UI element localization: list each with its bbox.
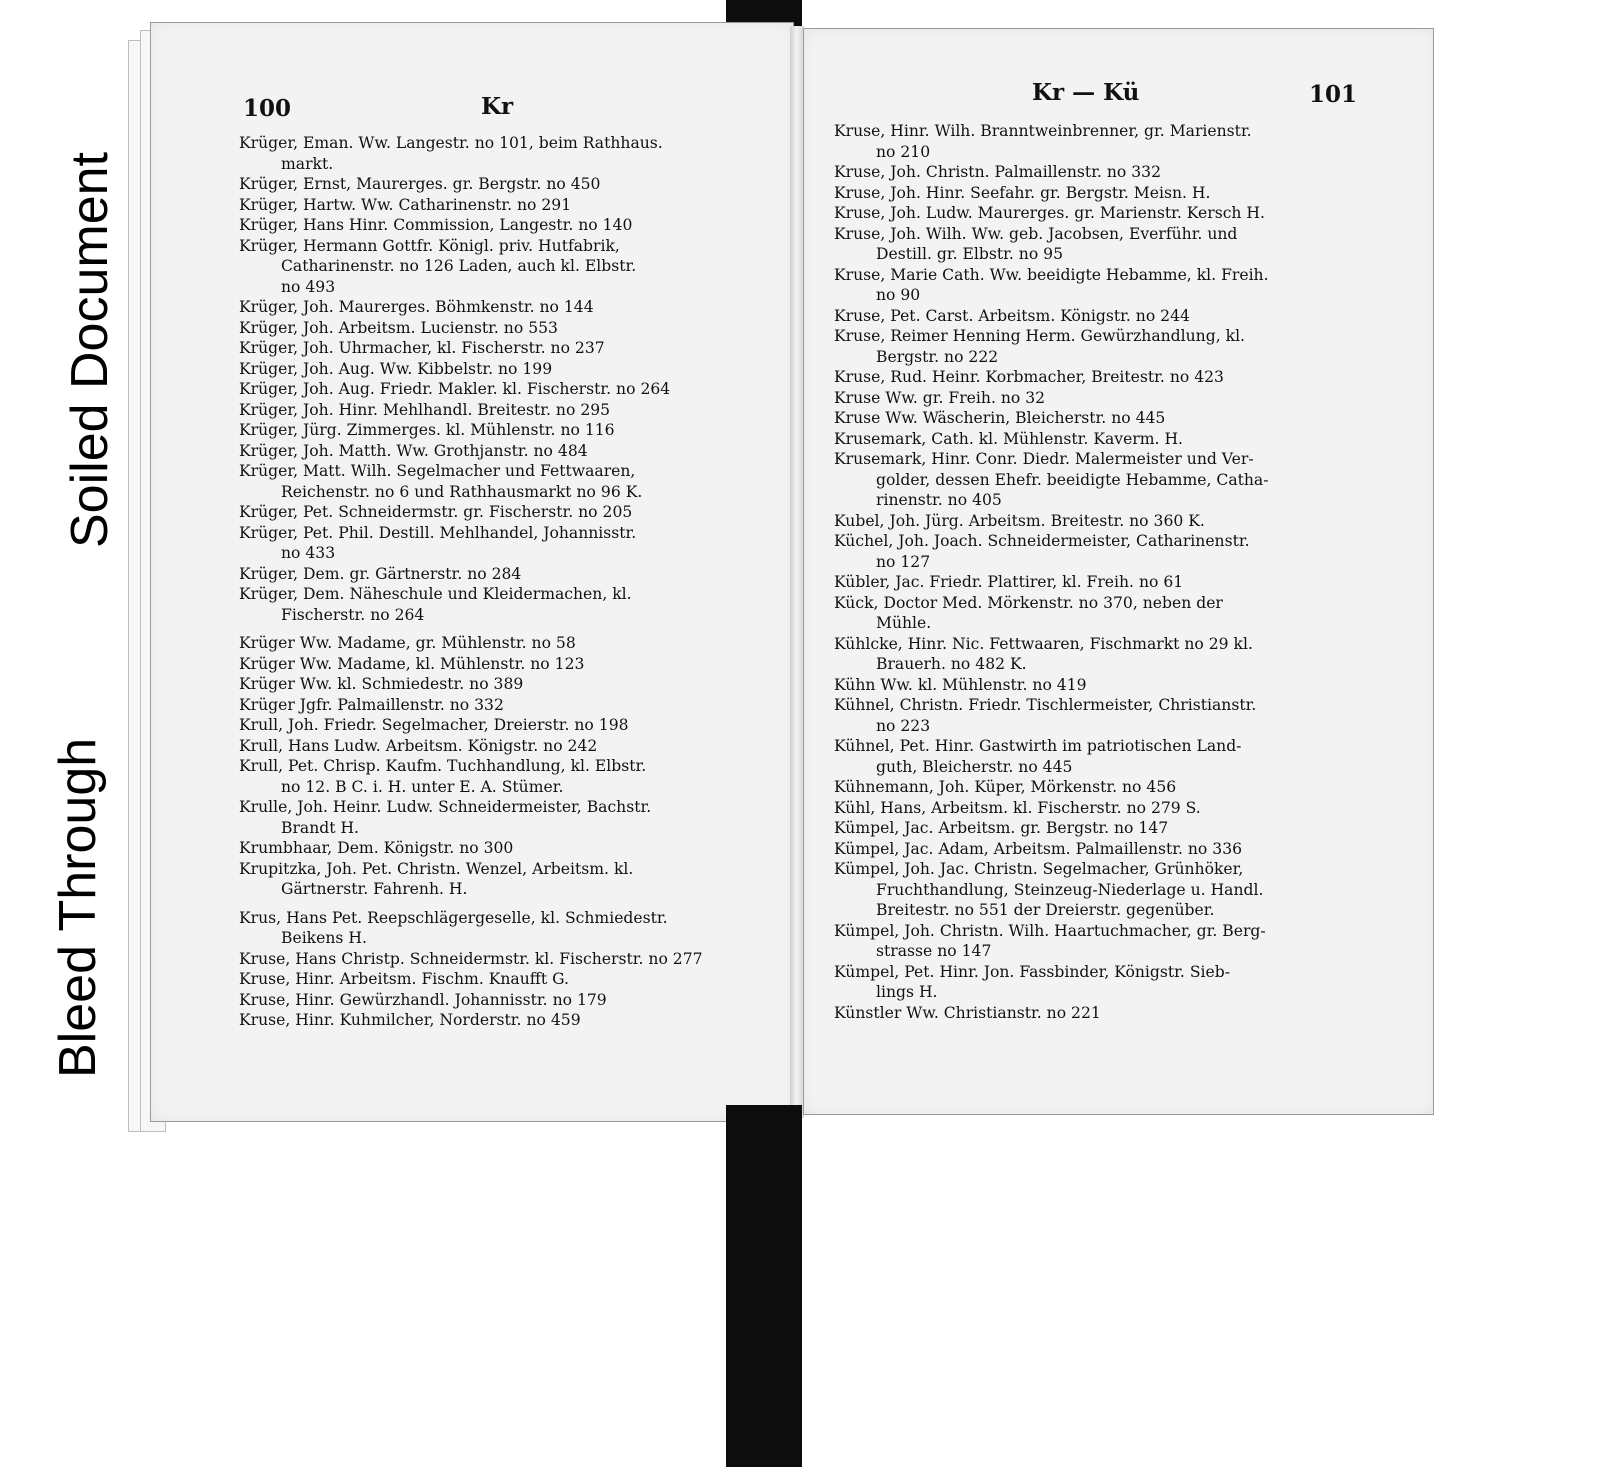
- right-page-number: 101: [1309, 81, 1358, 108]
- entry-continuation-line: no 433: [281, 544, 336, 562]
- entry-line: Kühl, Hans, Arbeitsm. kl. Fischerstr. no 279 S.: [834, 798, 1201, 817]
- entry-continuation-line: strasse no 147: [876, 942, 992, 960]
- directory-entry: [834, 121, 1269, 162]
- directory-entry: [239, 1010, 703, 1031]
- entry-line: Krüger Ww. Madame, kl. Mühlenstr. no 123: [239, 654, 585, 673]
- directory-entry: [834, 203, 1269, 224]
- directory-entry: [239, 400, 703, 421]
- entry-line: Kühn Ww. kl. Mühlenstr. no 419: [834, 675, 1087, 694]
- entry-line: Krüger, Pet. Schneidermstr. gr. Fischerstr. no 205: [239, 503, 633, 521]
- directory-entry: [239, 174, 703, 195]
- book-gutter: [790, 26, 804, 1118]
- directory-entry: [239, 420, 703, 441]
- entry-continuation-line: Gärtnerstr. Fahrenh. H.: [281, 880, 468, 898]
- directory-entry: [239, 969, 703, 990]
- entry-line: Krull, Pet. Chrisp. Kaufm. Tuchhandlung, kl. Elbstr.: [239, 757, 647, 775]
- entry-line: Krusemark, Hinr. Conr. Diedr. Malermeister und Ver-: [834, 450, 1254, 468]
- directory-entry: [239, 674, 703, 695]
- directory-entry: [239, 908, 703, 949]
- entry-line: Kruse, Joh. Christn. Palmaillenstr. no 332: [834, 163, 1161, 181]
- entry-line: Krüger, Hans Hinr. Commission, Langestr. no 140: [239, 216, 633, 234]
- directory-entry: [834, 265, 1269, 306]
- entry-line: Künstler Ww. Christianstr. no 221: [834, 1003, 1101, 1022]
- entry-line: Kübler, Jac. Friedr. Plattirer, kl. Freih. no 61: [834, 573, 1184, 591]
- directory-entry: [239, 461, 703, 502]
- entry-line: Kümpel, Joh. Christn. Wilh. Haartuchmacher, gr. Berg-: [834, 921, 1266, 940]
- entry-line: Krüger, Jürg. Zimmerges. kl. Mühlenstr. no 116: [239, 421, 615, 439]
- soiled-document-stamp: Soiled Document: [61, 152, 119, 548]
- directory-entry: [834, 675, 1269, 696]
- directory-entry: [239, 318, 703, 339]
- entry-line: Kruse, Hinr. Kuhmilcher, Norderstr. no 459: [239, 1011, 581, 1029]
- entry-line: Kühnel, Pet. Hinr. Gastwirth im patriotischen Land-: [834, 737, 1242, 755]
- entry-line: Krüger, Joh. Arbeitsm. Lucienstr. no 553: [239, 318, 558, 337]
- entry-continuation-line: no 493: [281, 277, 336, 296]
- entry-line: Krull, Hans Ludw. Arbeitsm. Königstr. no 242: [239, 736, 598, 755]
- directory-entry: [834, 531, 1269, 572]
- entry-line: Kühlcke, Hinr. Nic. Fettwaaren, Fischmarkt no 29 kl.: [834, 634, 1253, 653]
- directory-entry: [834, 408, 1269, 429]
- directory-entry: [239, 502, 703, 523]
- entry-line: Krüger, Dem. Näheschule und Kleidermachen, kl.: [239, 585, 632, 603]
- entry-line: Kruse, Joh. Ludw. Maurerges. gr. Marienstr. Kersch H.: [834, 204, 1265, 222]
- entry-continuation-line: Fischerstr. no 264: [281, 605, 425, 624]
- entry-line: Kühnemann, Joh. Küper, Mörkenstr. no 456: [834, 778, 1177, 796]
- directory-entry: [239, 297, 703, 318]
- directory-entry: [239, 949, 703, 970]
- directory-entry: [834, 921, 1269, 962]
- entry-continuation-line: Bergstr. no 222: [876, 347, 999, 366]
- directory-entry: [834, 572, 1269, 593]
- entry-continuation-line: no 210: [876, 142, 931, 161]
- entry-continuation-line: Mühle.: [876, 614, 932, 632]
- entry-continuation-line: Fruchthandlung, Steinzeug-Niederlage u. Handl.: [876, 880, 1264, 899]
- right-entry-list: [834, 121, 1269, 1023]
- directory-entry: [834, 634, 1269, 675]
- entry-line: Kümpel, Jac. Arbeitsm. gr. Bergstr. no 147: [834, 819, 1169, 837]
- entry-line: Krüger, Hartw. Ww. Catharinenstr. no 291: [239, 195, 572, 214]
- entry-line: Kruse, Hinr. Wilh. Branntweinbrenner, gr. Marienstr.: [834, 122, 1252, 140]
- directory-entry: [239, 797, 703, 838]
- entry-line: Krüger, Dem. gr. Gärtnerstr. no 284: [239, 564, 522, 583]
- entry-line: Kruse, Pet. Carst. Arbeitsm. Königstr. no 244: [834, 306, 1190, 325]
- directory-entry: [834, 818, 1269, 839]
- left-page-heading: Kr: [481, 93, 514, 120]
- entry-line: Kühnel, Christn. Friedr. Tischlermeister, Christianstr.: [834, 696, 1257, 714]
- entry-continuation-line: no 223: [876, 716, 931, 735]
- directory-entry: [834, 306, 1269, 327]
- entry-continuation-line: Reichenstr. no 6 und Rathhausmarkt no 96 K.: [281, 482, 643, 501]
- entry-line: Krüger, Joh. Aug. Friedr. Makler. kl. Fischerstr. no 264: [239, 380, 671, 398]
- entry-continuation-line: no 90: [876, 286, 921, 304]
- bookmark-ribbon-bottom: [726, 1105, 802, 1467]
- entry-continuation-line: Brauerh. no 482 K.: [876, 655, 1027, 673]
- directory-entry: [239, 838, 703, 859]
- entry-spacer: [239, 625, 703, 633]
- directory-entry: [239, 654, 703, 675]
- directory-entry: [239, 195, 703, 216]
- directory-entry: [834, 593, 1269, 634]
- entry-line: Krüger, Matt. Wilh. Segelmacher und Fettwaaren,: [239, 462, 636, 480]
- entry-line: Krüger, Eman. Ww. Langestr. no 101, beim Rathhaus.: [239, 134, 663, 152]
- left-entry-list: [239, 133, 703, 1031]
- entry-continuation-line: Beikens H.: [281, 929, 367, 947]
- entry-line: Krüger Jgfr. Palmaillenstr. no 332: [239, 695, 504, 714]
- directory-entry: [834, 449, 1269, 511]
- directory-entry: [239, 441, 703, 462]
- entry-continuation-line: Brandt H.: [281, 818, 360, 837]
- entry-line: Krüger, Ernst, Maurerges. gr. Bergstr. no 450: [239, 175, 601, 193]
- entry-continuation-line: markt.: [281, 154, 334, 173]
- entry-line: Kruse, Joh. Wilh. Ww. geb. Jacobsen, Everführ. und: [834, 224, 1238, 243]
- entry-line: Krüger, Pet. Phil. Destill. Mehlhandel, Johannisstr.: [239, 523, 637, 542]
- directory-entry: [834, 326, 1269, 367]
- entry-line: Krus, Hans Pet. Reepschlägergeselle, kl. Schmiedestr.: [239, 908, 668, 927]
- entry-line: Krüger Ww. kl. Schmiedestr. no 389: [239, 675, 524, 693]
- left-page-number: 100: [243, 95, 292, 122]
- entry-continuation-line: rinenstr. no 405: [876, 491, 1002, 509]
- directory-entry: [834, 1003, 1269, 1024]
- directory-entry: [239, 990, 703, 1011]
- directory-entry: [834, 388, 1269, 409]
- entry-continuation-line: Destill. gr. Elbstr. no 95: [876, 245, 1064, 263]
- directory-entry: [239, 215, 703, 236]
- directory-entry: [239, 564, 703, 585]
- directory-entry: [239, 523, 703, 564]
- directory-entry: [239, 859, 703, 900]
- right-page-heading: Kr — Kü: [1032, 79, 1140, 106]
- bleed-through-stamp: Bleed Through: [49, 737, 107, 1078]
- directory-entry: [834, 736, 1269, 777]
- directory-entry: [239, 715, 703, 736]
- directory-entry: [239, 736, 703, 757]
- entry-line: Kümpel, Jac. Adam, Arbeitsm. Palmaillenstr. no 336: [834, 839, 1243, 858]
- entry-spacer: [239, 900, 703, 908]
- directory-entry: [239, 236, 703, 298]
- directory-entry: [834, 367, 1269, 388]
- entry-line: Kruse Ww. Wäscherin, Bleicherstr. no 445: [834, 409, 1166, 427]
- entry-line: Krumbhaar, Dem. Königstr. no 300: [239, 839, 514, 857]
- directory-entry: [239, 633, 703, 654]
- entry-line: Kruse, Hinr. Gewürzhandl. Johannisstr. no 179: [239, 990, 607, 1009]
- entry-line: Kruse Ww. gr. Freih. no 32: [834, 388, 1046, 407]
- entry-continuation-line: Breitestr. no 551 der Dreierstr. gegenüber.: [876, 901, 1215, 919]
- directory-entry: [239, 338, 703, 359]
- directory-entry: [239, 133, 703, 174]
- entry-line: Krulle, Joh. Heinr. Ludw. Schneidermeister, Bachstr.: [239, 798, 652, 816]
- directory-entry: [834, 429, 1269, 450]
- entry-continuation-line: no 12. B C. i. H. unter E. A. Stümer.: [281, 777, 564, 796]
- entry-line: Krull, Joh. Friedr. Segelmacher, Dreierstr. no 198: [239, 716, 629, 734]
- left-page: [150, 22, 794, 1122]
- directory-entry: [834, 839, 1269, 860]
- entry-continuation-line: golder, dessen Ehefr. beeidigte Hebamme, Catha-: [876, 470, 1269, 489]
- entry-line: Krüger, Joh. Hinr. Mehlhandl. Breitestr. no 295: [239, 400, 611, 419]
- entry-line: Kümpel, Pet. Hinr. Jon. Fassbinder, Königstr. Sieb-: [834, 962, 1230, 981]
- entry-line: Krüger Ww. Madame, gr. Mühlenstr. no 58: [239, 634, 576, 652]
- directory-entry: [834, 798, 1269, 819]
- entry-line: Kruse, Reimer Henning Herm. Gewürzhandlung, kl.: [834, 327, 1246, 345]
- directory-entry: [239, 359, 703, 380]
- directory-entry: [834, 162, 1269, 183]
- entry-line: Krusemark, Cath. kl. Mühlenstr. Kaverm. H.: [834, 429, 1184, 448]
- entry-continuation-line: guth, Bleicherstr. no 445: [876, 757, 1073, 776]
- entry-line: Kubel, Joh. Jürg. Arbeitsm. Breitestr. no 360 K.: [834, 511, 1205, 530]
- entry-continuation-line: no 127: [876, 552, 931, 571]
- entry-continuation-line: lings H.: [876, 983, 938, 1001]
- entry-line: Kruse, Joh. Hinr. Seefahr. gr. Bergstr. Meisn. H.: [834, 183, 1211, 202]
- entry-line: Krüger, Joh. Aug. Ww. Kibbelstr. no 199: [239, 359, 553, 378]
- directory-entry: [834, 511, 1269, 532]
- entry-line: Küchel, Joh. Joach. Schneidermeister, Catharinenstr.: [834, 532, 1250, 550]
- right-page: [803, 28, 1434, 1115]
- entry-line: Krüger, Joh. Matth. Ww. Grothjanstr. no 484: [239, 441, 588, 460]
- entry-line: Krupitzka, Joh. Pet. Christn. Wenzel, Arbeitsm. kl.: [239, 859, 634, 878]
- entry-line: Krüger, Joh. Maurerges. Böhmkenstr. no 144: [239, 298, 594, 316]
- directory-entry: [834, 962, 1269, 1003]
- directory-entry: [834, 183, 1269, 204]
- directory-entry: [239, 756, 703, 797]
- entry-line: Kruse, Hans Christp. Schneidermstr. kl. Fischerstr. no 277: [239, 949, 703, 968]
- entry-line: Krüger, Joh. Uhrmacher, kl. Fischerstr. no 237: [239, 339, 605, 357]
- directory-entry: [239, 379, 703, 400]
- entry-line: Kruse, Hinr. Arbeitsm. Fischm. Knaufft G.: [239, 970, 569, 988]
- entry-line: Kruse, Marie Cath. Ww. beeidigte Hebamme, kl. Freih.: [834, 265, 1269, 284]
- entry-continuation-line: Catharinenstr. no 126 Laden, auch kl. Elbstr.: [281, 257, 637, 275]
- entry-line: Kruse, Rud. Heinr. Korbmacher, Breitestr. no 423: [834, 368, 1224, 386]
- directory-entry: [834, 695, 1269, 736]
- directory-entry: [239, 584, 703, 625]
- entry-line: Kück, Doctor Med. Mörkenstr. no 370, neben der: [834, 593, 1223, 612]
- directory-entry: [834, 859, 1269, 921]
- directory-entry: [834, 777, 1269, 798]
- entry-line: Krüger, Hermann Gottfr. Königl. priv. Hutfabrik,: [239, 236, 620, 255]
- directory-entry: [239, 695, 703, 716]
- directory-entry: [834, 224, 1269, 265]
- entry-line: Kümpel, Joh. Jac. Christn. Segelmacher, Grünhöker,: [834, 860, 1244, 878]
